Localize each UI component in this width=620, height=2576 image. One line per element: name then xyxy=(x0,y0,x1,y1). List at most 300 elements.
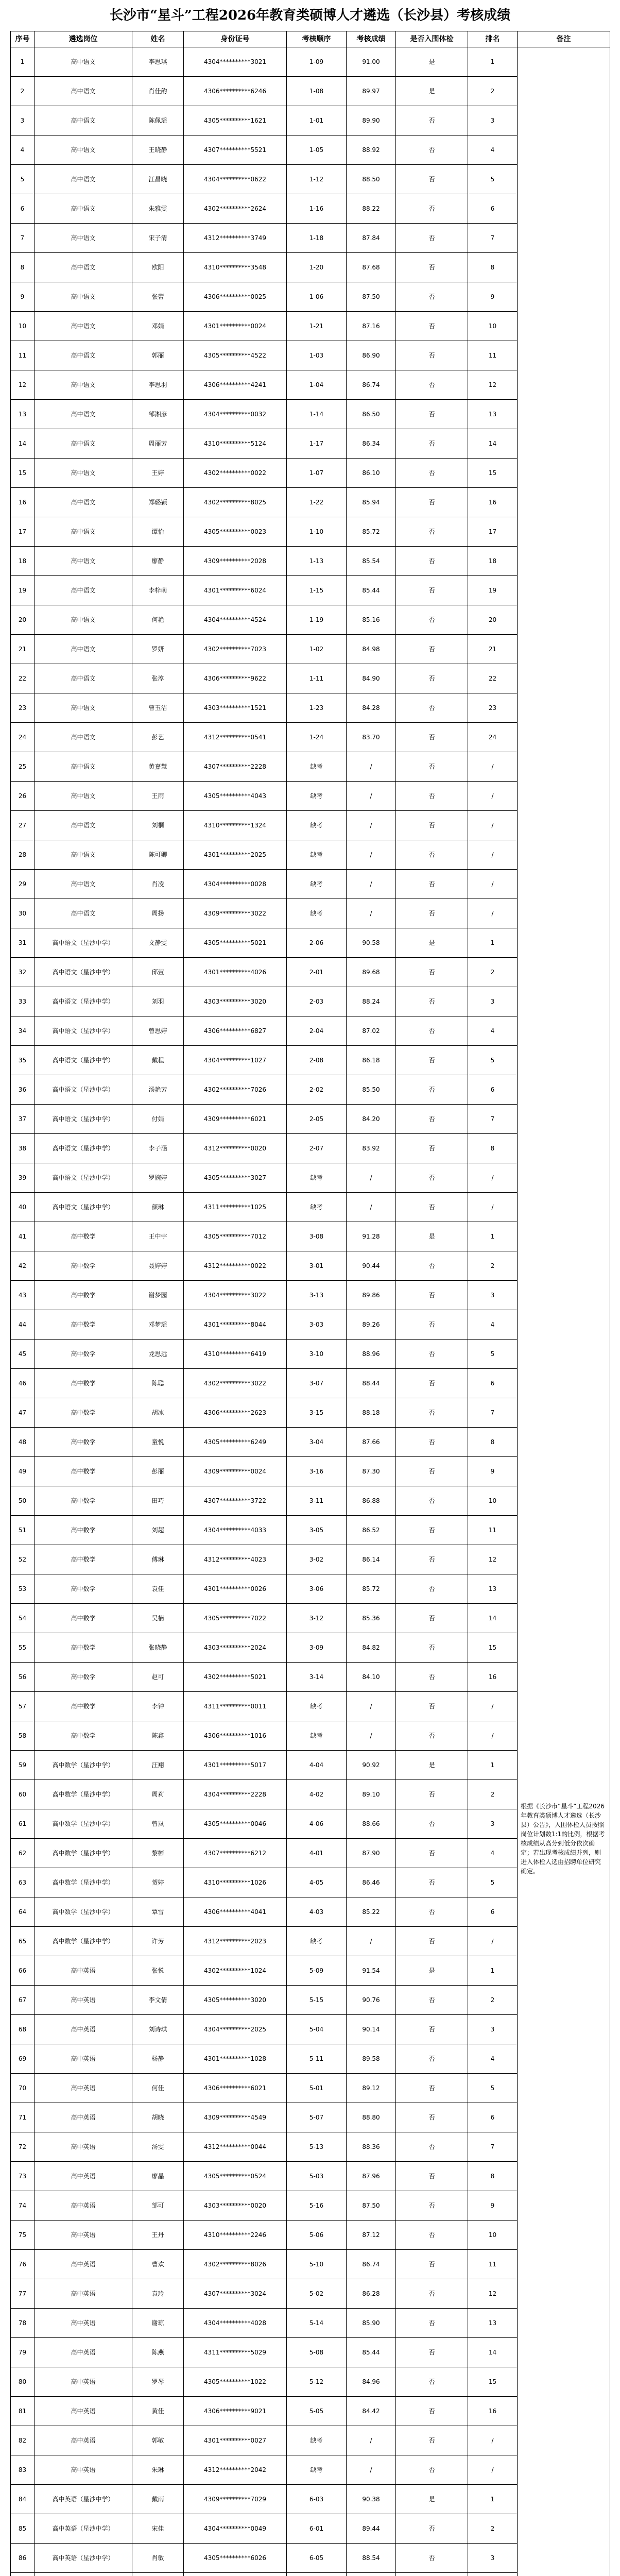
row-exam-order: 5-08 xyxy=(287,2338,347,2367)
header-score: 考核成绩 xyxy=(347,31,396,47)
row-index: 65 xyxy=(11,1927,35,1956)
row-rank: 1 xyxy=(468,1222,518,1251)
row-index: 19 xyxy=(11,576,35,605)
row-name: 朱雅雯 xyxy=(132,194,184,224)
row-name: 覃雪 xyxy=(132,1897,184,1927)
row-score: 88.66 xyxy=(347,1809,396,1839)
row-score: 90.58 xyxy=(347,928,396,958)
row-rank: 1 xyxy=(468,1751,518,1780)
row-id-number: 4306**********9021 xyxy=(184,2397,287,2426)
row-score: 88.50 xyxy=(347,165,396,194)
row-rank: / xyxy=(468,2426,518,2455)
row-score: 84.28 xyxy=(347,693,396,723)
row-physical-exam: 否 xyxy=(396,1927,468,1956)
row-physical-exam: 否 xyxy=(396,2455,468,2485)
row-index: 58 xyxy=(11,1721,35,1751)
row-score xyxy=(347,2573,396,2576)
row-name: 刘桐 xyxy=(132,811,184,840)
row-index: 1 xyxy=(11,47,35,77)
row-exam-order: 6-01 xyxy=(287,2514,347,2544)
row-position: 高中语文 xyxy=(35,693,132,723)
row-id-number: 4309**********7029 xyxy=(184,2485,287,2514)
row-score: 86.18 xyxy=(347,1046,396,1075)
row-id-number: 4310**********1026 xyxy=(184,1868,287,1897)
row-rank: 2 xyxy=(468,958,518,987)
row-id-number: 4304**********3022 xyxy=(184,1281,287,1310)
row-rank: 7 xyxy=(468,1105,518,1134)
row-name: 许芳 xyxy=(132,1927,184,1956)
row-exam-order: 2-04 xyxy=(287,1016,347,1046)
row-rank: 13 xyxy=(468,1574,518,1604)
row-id-number: 4305**********6249 xyxy=(184,1428,287,1457)
row-exam-order: 缺考 xyxy=(287,2426,347,2455)
row-position: 高中英语 xyxy=(35,2074,132,2103)
row-position: 高中英语 xyxy=(35,1956,132,1986)
row-exam-order: 2-08 xyxy=(287,1046,347,1075)
row-position: 高中数学 xyxy=(35,1222,132,1251)
row-id-number: 4312**********0022 xyxy=(184,1251,287,1281)
row-exam-order: 3-08 xyxy=(287,1222,347,1251)
row-rank: 10 xyxy=(468,312,518,341)
row-id-number: 4304**********0032 xyxy=(184,400,287,429)
row-exam-order: 5-05 xyxy=(287,2397,347,2426)
row-id-number: 4305**********6026 xyxy=(184,2544,287,2573)
row-rank: 15 xyxy=(468,2367,518,2397)
row-score: / xyxy=(347,1721,396,1751)
row-index: 64 xyxy=(11,1897,35,1927)
row-position: 高中语文 xyxy=(35,752,132,782)
row-position: 高中英语 xyxy=(35,2338,132,2367)
row-position: 高中语文（星沙中学） xyxy=(35,928,132,958)
row-index: 7 xyxy=(11,224,35,253)
row-name: 江昌晓 xyxy=(132,165,184,194)
row-rank: 16 xyxy=(468,1663,518,1692)
row-exam-order: 1-22 xyxy=(287,488,347,517)
row-exam-order: 缺考 xyxy=(287,1163,347,1193)
row-score: / xyxy=(347,870,396,899)
row-index: 17 xyxy=(11,517,35,547)
row-id-number: 4302**********7026 xyxy=(184,1075,287,1105)
row-position: 高中数学 xyxy=(35,1428,132,1457)
row-id-number: 4303**********0020 xyxy=(184,2191,287,2221)
row-rank: 2 xyxy=(468,77,518,106)
row-name: 胡晓 xyxy=(132,2103,184,2132)
row-rank: 6 xyxy=(468,1369,518,1398)
row-position: 高中数学 xyxy=(35,1545,132,1574)
row-physical-exam: 否 xyxy=(396,312,468,341)
row-index: 57 xyxy=(11,1692,35,1721)
row-exam-order: 2-02 xyxy=(287,1075,347,1105)
row-rank: 11 xyxy=(468,2250,518,2279)
row-position: 高中英语（星沙中学） xyxy=(35,2544,132,2573)
row-physical-exam: 否 xyxy=(396,899,468,928)
row-exam-order: 1-18 xyxy=(287,224,347,253)
row-index: 46 xyxy=(11,1369,35,1398)
row-physical-exam: 否 xyxy=(396,2309,468,2338)
row-position: 高中语文（星沙中学） xyxy=(35,958,132,987)
row-id-number: 4303**********1521 xyxy=(184,693,287,723)
header-index: 序号 xyxy=(11,31,35,47)
row-physical-exam: 否 xyxy=(396,1633,468,1663)
row-position: 高中数学 xyxy=(35,1663,132,1692)
row-id-number: 4309**********4549 xyxy=(184,2103,287,2132)
row-exam-order: 2-03 xyxy=(287,987,347,1016)
row-position: 高中英语（星沙中学） xyxy=(35,2514,132,2544)
row-index: 45 xyxy=(11,1340,35,1369)
row-exam-order: 5-01 xyxy=(287,2074,347,2103)
row-id-number: 4302**********0022 xyxy=(184,459,287,488)
row-rank: 22 xyxy=(468,664,518,693)
row-id-number: 4305**********4522 xyxy=(184,341,287,370)
row-physical-exam: 否 xyxy=(396,459,468,488)
row-name: 张淳 xyxy=(132,664,184,693)
row-physical-exam: 否 xyxy=(396,488,468,517)
row-id-number: 4306**********0025 xyxy=(184,282,287,312)
row-rank: 16 xyxy=(468,488,518,517)
row-id-number: 4301**********1028 xyxy=(184,2044,287,2074)
row-id-number: 4312**********4023 xyxy=(184,1545,287,1574)
row-position: 高中语文（星沙中学） xyxy=(35,1134,132,1163)
row-position: 高中语文 xyxy=(35,547,132,576)
row-position: 高中语文（星沙中学） xyxy=(35,1163,132,1193)
row-id-number: 4310**********5124 xyxy=(184,429,287,459)
row-rank: 5 xyxy=(468,165,518,194)
row-index: 78 xyxy=(11,2309,35,2338)
row-physical-exam: 否 xyxy=(396,1046,468,1075)
row-name: 谭怡 xyxy=(132,517,184,547)
row-rank: 23 xyxy=(468,693,518,723)
row-exam-order: 1-08 xyxy=(287,77,347,106)
row-position: 高中英语 xyxy=(35,2162,132,2191)
row-score: 88.44 xyxy=(347,1369,396,1398)
row-index: 42 xyxy=(11,1251,35,1281)
row-name: 汪翔 xyxy=(132,1751,184,1780)
row-index: 31 xyxy=(11,928,35,958)
row-rank: 14 xyxy=(468,429,518,459)
row-rank: 7 xyxy=(468,2132,518,2162)
row-index: 11 xyxy=(11,341,35,370)
row-rank: 1 xyxy=(468,2485,518,2514)
row-physical-exam: 否 xyxy=(396,782,468,811)
row-physical-exam: 否 xyxy=(396,958,468,987)
row-index: 10 xyxy=(11,312,35,341)
row-rank: 3 xyxy=(468,987,518,1016)
row-score: 89.26 xyxy=(347,1310,396,1340)
row-physical-exam: 否 xyxy=(396,1780,468,1809)
row-id-number: 4305**********7012 xyxy=(184,1222,287,1251)
row-exam-order: 1-12 xyxy=(287,165,347,194)
row-physical-exam: 否 xyxy=(396,1016,468,1046)
row-exam-order: 2-06 xyxy=(287,928,347,958)
row-position: 高中数学 xyxy=(35,1340,132,1369)
row-exam-order: 缺考 xyxy=(287,1927,347,1956)
row-physical-exam: 否 xyxy=(396,987,468,1016)
row-rank: 8 xyxy=(468,2162,518,2191)
row-position: 高中语文 xyxy=(35,517,132,547)
page-title: 长沙市“星斗”工程2026年教育类硕博人才遴选（长沙县）考核成绩 xyxy=(109,8,511,23)
row-physical-exam: 否 xyxy=(396,576,468,605)
row-name: 廖晶 xyxy=(132,2162,184,2191)
row-id-number: 4304**********4033 xyxy=(184,1516,287,1545)
row-id-number: 4301**********8044 xyxy=(184,1310,287,1340)
row-index: 33 xyxy=(11,987,35,1016)
row-index: 39 xyxy=(11,1163,35,1193)
row-physical-exam: 否 xyxy=(396,2015,468,2044)
row-physical-exam: 否 xyxy=(396,1839,468,1868)
row-score: / xyxy=(347,2426,396,2455)
row-physical-exam: 否 xyxy=(396,135,468,165)
row-name: 宋子清 xyxy=(132,224,184,253)
row-position: 高中语文 xyxy=(35,282,132,312)
row-exam-order: 1-03 xyxy=(287,341,347,370)
row-name: 邓娟 xyxy=(132,312,184,341)
row-exam-order xyxy=(287,2573,347,2576)
row-name: 邓梦瑶 xyxy=(132,1310,184,1340)
row-physical-exam: 否 xyxy=(396,165,468,194)
row-name: 戴程 xyxy=(132,1046,184,1075)
row-exam-order: 5-11 xyxy=(287,2044,347,2074)
row-rank: / xyxy=(468,1927,518,1956)
row-index: 49 xyxy=(11,1457,35,1486)
row-physical-exam: 否 xyxy=(396,2103,468,2132)
row-position: 高中语文 xyxy=(35,224,132,253)
row-rank: 8 xyxy=(468,1428,518,1457)
row-score: 88.92 xyxy=(347,135,396,165)
row-exam-order: 5-10 xyxy=(287,2250,347,2279)
row-score: 90.44 xyxy=(347,1251,396,1281)
row-name: 曾岚 xyxy=(132,1809,184,1839)
row-id-number: 4306**********9622 xyxy=(184,664,287,693)
row-exam-order: 1-07 xyxy=(287,459,347,488)
row-exam-order: 5-02 xyxy=(287,2279,347,2309)
row-name: 罗妍 xyxy=(132,635,184,664)
row-position: 高中语文 xyxy=(35,77,132,106)
row-id-number: 4305**********3020 xyxy=(184,1986,287,2015)
row-name: 陈鑫 xyxy=(132,1721,184,1751)
row-rank: / xyxy=(468,840,518,870)
row-index: 21 xyxy=(11,635,35,664)
row-score: / xyxy=(347,840,396,870)
row-id-number: 4309**********0024 xyxy=(184,1457,287,1486)
row-score: 85.90 xyxy=(347,2309,396,2338)
row-exam-order: 1-16 xyxy=(287,194,347,224)
row-exam-order: 缺考 xyxy=(287,811,347,840)
row-id-number: 4306**********4241 xyxy=(184,370,287,400)
row-position: 高中语文 xyxy=(35,341,132,370)
row-position: 高中数学（星沙中学） xyxy=(35,1897,132,1927)
row-id-number: 4307**********5521 xyxy=(184,135,287,165)
row-exam-order: 3-04 xyxy=(287,1428,347,1457)
row-id-number: 4302**********2624 xyxy=(184,194,287,224)
row-rank: 9 xyxy=(468,2191,518,2221)
row-rank: 21 xyxy=(468,635,518,664)
row-exam-order: 4-01 xyxy=(287,1839,347,1868)
row-exam-order: 缺考 xyxy=(287,870,347,899)
row-name: 傅琳 xyxy=(132,1545,184,1574)
row-name: 邹可 xyxy=(132,2191,184,2221)
row-position: 高中语文（星沙中学） xyxy=(35,1075,132,1105)
row-name: 袁玲 xyxy=(132,2279,184,2309)
row-id-number: 4306**********2623 xyxy=(184,1398,287,1428)
row-index: 15 xyxy=(11,459,35,488)
row-rank: 4 xyxy=(468,1310,518,1340)
row-position: 高中语文（星沙中学） xyxy=(35,1016,132,1046)
row-id-number: 4309**********6021 xyxy=(184,1105,287,1134)
row-physical-exam: 否 xyxy=(396,400,468,429)
row-name: 黄嘉慧 xyxy=(132,752,184,782)
row-index: 74 xyxy=(11,2191,35,2221)
row-exam-order: 缺考 xyxy=(287,2455,347,2485)
row-physical-exam: 否 xyxy=(396,429,468,459)
row-id-number: 4305**********7022 xyxy=(184,1604,287,1633)
row-rank: 3 xyxy=(468,1809,518,1839)
row-index: 38 xyxy=(11,1134,35,1163)
row-exam-order: 1-06 xyxy=(287,282,347,312)
row-id-number: 4302**********8025 xyxy=(184,488,287,517)
table-row xyxy=(11,47,610,77)
row-name: 周莉 xyxy=(132,1780,184,1809)
row-physical-exam: 是 xyxy=(396,1956,468,1986)
row-position: 高中语文 xyxy=(35,811,132,840)
row-rank: 12 xyxy=(468,2279,518,2309)
row-position: 高中数学 xyxy=(35,1692,132,1721)
row-id-number: 4309**********3022 xyxy=(184,899,287,928)
row-score: 87.50 xyxy=(347,2191,396,2221)
row-index: 2 xyxy=(11,77,35,106)
row-score: 89.12 xyxy=(347,2074,396,2103)
row-index: 71 xyxy=(11,2103,35,2132)
row-physical-exam: 是 xyxy=(396,47,468,77)
row-rank: 3 xyxy=(468,1281,518,1310)
row-id-number: 4305**********0023 xyxy=(184,517,287,547)
row-index: 54 xyxy=(11,1604,35,1633)
row-exam-order: 1-20 xyxy=(287,253,347,282)
row-physical-exam: 否 xyxy=(396,194,468,224)
row-id-number: 4301**********0024 xyxy=(184,312,287,341)
row-position: 高中数学 xyxy=(35,1574,132,1604)
row-exam-order: 5-09 xyxy=(287,1956,347,1986)
row-name xyxy=(132,2573,184,2576)
row-name: 张悦 xyxy=(132,1956,184,1986)
row-position: 高中数学 xyxy=(35,1457,132,1486)
row-name: 聂婷婷 xyxy=(132,1251,184,1281)
row-id-number: 4306**********6246 xyxy=(184,77,287,106)
row-position: 高中英语 xyxy=(35,2250,132,2279)
row-exam-order: 1-14 xyxy=(287,400,347,429)
row-index: 13 xyxy=(11,400,35,429)
row-position: 高中语文 xyxy=(35,106,132,135)
row-id-number: 4305**********3027 xyxy=(184,1163,287,1193)
row-name: 吴楠 xyxy=(132,1604,184,1633)
row-score: 86.74 xyxy=(347,2250,396,2279)
row-index: 47 xyxy=(11,1398,35,1428)
row-position: 高中数学 xyxy=(35,1398,132,1428)
row-physical-exam: 否 xyxy=(396,2544,468,2573)
row-physical-exam: 否 xyxy=(396,635,468,664)
row-exam-order: 2-07 xyxy=(287,1134,347,1163)
row-index: 14 xyxy=(11,429,35,459)
row-name: 贺婷 xyxy=(132,1868,184,1897)
row-physical-exam: 是 xyxy=(396,1222,468,1251)
row-exam-order: 3-06 xyxy=(287,1574,347,1604)
header-id-number: 身份证号 xyxy=(184,31,287,47)
row-name: 胡冰 xyxy=(132,1398,184,1428)
row-index: 5 xyxy=(11,165,35,194)
row-exam-order: 1-02 xyxy=(287,635,347,664)
row-name: 王婷 xyxy=(132,459,184,488)
row-name: 曾思婷 xyxy=(132,1016,184,1046)
row-position: 高中语文 xyxy=(35,576,132,605)
row-score: 86.74 xyxy=(347,370,396,400)
row-score: 84.82 xyxy=(347,1633,396,1663)
row-position: 高中语文（星沙中学） xyxy=(35,987,132,1016)
row-index: 60 xyxy=(11,1780,35,1809)
row-physical-exam: 否 xyxy=(396,1134,468,1163)
row-name: 郭敏 xyxy=(132,2426,184,2455)
row-index: 73 xyxy=(11,2162,35,2191)
row-rank: / xyxy=(468,1193,518,1222)
row-name: 戴雨 xyxy=(132,2485,184,2514)
row-score: 84.90 xyxy=(347,664,396,693)
row-position: 高中语文 xyxy=(35,429,132,459)
row-index: 84 xyxy=(11,2485,35,2514)
row-id-number: 4304**********2025 xyxy=(184,2015,287,2044)
row-index: 55 xyxy=(11,1633,35,1663)
row-rank: 12 xyxy=(468,1545,518,1574)
header-physical-exam: 是否入围体检 xyxy=(396,31,468,47)
row-position: 高中语文 xyxy=(35,135,132,165)
row-rank: 15 xyxy=(468,459,518,488)
row-id-number: 4307**********2228 xyxy=(184,752,287,782)
row-position: 高中语文 xyxy=(35,47,132,77)
header-name: 姓名 xyxy=(132,31,184,47)
row-exam-order: 1-09 xyxy=(287,47,347,77)
row-name: 汤艳芳 xyxy=(132,1075,184,1105)
row-rank: 4 xyxy=(468,2044,518,2074)
row-rank: 15 xyxy=(468,1633,518,1663)
row-rank: / xyxy=(468,811,518,840)
row-physical-exam: 否 xyxy=(396,1663,468,1692)
row-position: 高中英语 xyxy=(35,2221,132,2250)
row-position: 高中语文 xyxy=(35,723,132,752)
row-physical-exam: 否 xyxy=(396,2044,468,2074)
row-rank: 7 xyxy=(468,224,518,253)
row-score: 83.70 xyxy=(347,723,396,752)
row-index: 76 xyxy=(11,2250,35,2279)
row-index: 85 xyxy=(11,2514,35,2544)
row-physical-exam: 否 xyxy=(396,282,468,312)
table-header-row xyxy=(11,31,610,47)
row-id-number: 4302**********3022 xyxy=(184,1369,287,1398)
row-index: 56 xyxy=(11,1663,35,1692)
row-index: 34 xyxy=(11,1016,35,1046)
row-position: 高中数学 xyxy=(35,1721,132,1751)
row-rank: 8 xyxy=(468,1134,518,1163)
row-index: 12 xyxy=(11,370,35,400)
row-rank: / xyxy=(468,1163,518,1193)
row-rank: 5 xyxy=(468,1340,518,1369)
row-name: 王晓静 xyxy=(132,135,184,165)
row-index: 8 xyxy=(11,253,35,282)
row-id-number: 4309**********2028 xyxy=(184,547,287,576)
row-score: 90.38 xyxy=(347,2485,396,2514)
row-name: 罗琴 xyxy=(132,2367,184,2397)
row-id-number: 4307**********3024 xyxy=(184,2279,287,2309)
row-index: 53 xyxy=(11,1574,35,1604)
row-position: 高中语文 xyxy=(35,664,132,693)
row-physical-exam: 否 xyxy=(396,547,468,576)
row-position: 高中数学（星沙中学） xyxy=(35,1868,132,1897)
